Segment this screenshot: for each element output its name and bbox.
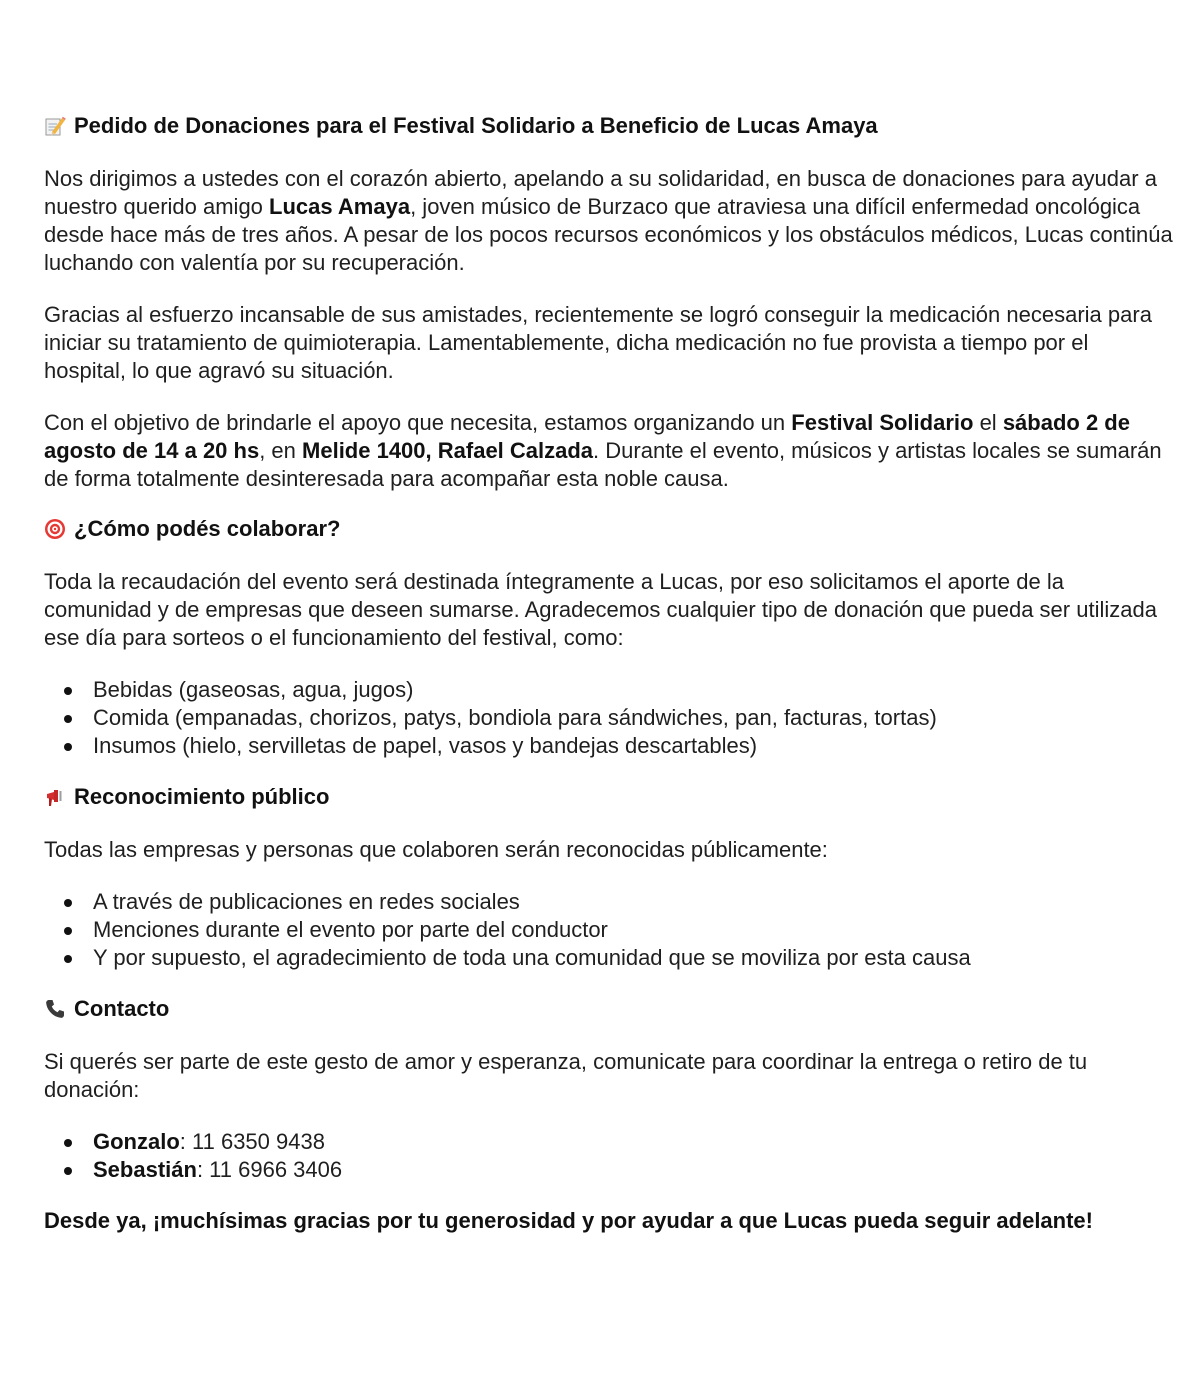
festival-date: sábado 2 de agosto de 14 a 20 hs bbox=[44, 410, 1130, 463]
contact-item bbox=[44, 1128, 1174, 1156]
contact-heading-text: Contacto bbox=[74, 996, 170, 1021]
festival-paragraph: Con el objetivo de brindarle el apoyo que necesita, estamos organizando un Festival Solidario el sábado 2 de agosto de 14 a 20 hs, en Melide 1400, Rafael Calzada. Durante el evento, músicos y artistas locales se sumarán de forma totalmente desinteresada para acompañar esta noble causa. bbox=[44, 410, 1162, 491]
memo-icon bbox=[44, 115, 66, 137]
document-title bbox=[44, 112, 1174, 140]
contact-name: Sebastián bbox=[93, 1157, 197, 1182]
contact-name: Gonzalo bbox=[93, 1129, 180, 1154]
collaborate-paragraph: Toda la recaudación del evento será destinada íntegramente a Lucas, por eso solicitamos el aporte de la comunidad y de empresas que deseen sumarse. Agradecemos cualquier tipo de donación que pueda ser utilizada ese día para sorteos o el funcionamiento del festival, como: bbox=[44, 569, 1157, 650]
contact-item bbox=[44, 1156, 1174, 1184]
beneficiary-name: Lucas Amaya bbox=[269, 194, 411, 219]
recognition-heading bbox=[44, 783, 1174, 811]
recognition-heading-text: Reconocimiento público bbox=[74, 784, 330, 809]
collaborate-heading-text: ¿Cómo podés colaborar? bbox=[74, 516, 341, 541]
medication-paragraph: Gracias al esfuerzo incansable de sus amistades, recientemente se logró conseguir la medicación necesaria para iniciar su tratamiento de quimioterapia. Lamentablemente, dicha medicación no fue provista a tiempo por el hospital, lo que agravó su situación. bbox=[44, 302, 1152, 383]
contact-paragraph: Si querés ser parte de este gesto de amor y esperanza, comunicate para coordinar la entrega o retiro de tu donación: bbox=[44, 1049, 1088, 1102]
document bbox=[44, 112, 1174, 1259]
recognition-paragraph: Todas las empresas y personas que colaboren serán reconocidas públicamente: bbox=[44, 837, 828, 862]
phone-icon bbox=[44, 998, 66, 1020]
list-item: Insumos (hielo, servilletas de papel, vasos y bandejas descartables) bbox=[44, 732, 1174, 760]
document-title-text: Pedido de Donaciones para el Festival Solidario a Beneficio de Lucas Amaya bbox=[74, 113, 878, 138]
contact-phone: : 11 6966 3406 bbox=[196, 1157, 343, 1182]
collaborate-heading bbox=[44, 515, 1174, 543]
closing-message: Desde ya, ¡muchísimas gracias por tu generosidad y por ayudar a que Lucas pueda seguir adelante! bbox=[44, 1208, 1093, 1233]
recognition-list bbox=[44, 888, 1174, 972]
contact-phone: : 11 6350 9438 bbox=[179, 1129, 325, 1154]
contact-heading bbox=[44, 995, 1174, 1023]
festival-location: Melide 1400, Rafael Calzada bbox=[302, 438, 594, 463]
intro-paragraph: Nos dirigimos a ustedes con el corazón abierto, apelando a su solidaridad, en busca de donaciones para ayudar a nuestro querido amigo Lucas Amaya, joven músico de Burzaco que atraviesa una difícil enfermedad oncológica desde hace más de tres años. A pesar de los pocos recursos económicos y los obstáculos médicos, Lucas continúa luchando con valentía por su recuperación. bbox=[44, 166, 1173, 275]
list-item: Comida (empanadas, chorizos, patys, bondiola para sándwiches, pan, facturas, tortas) bbox=[44, 704, 1174, 732]
festival-name: Festival Solidario bbox=[791, 410, 974, 435]
target-icon bbox=[44, 518, 66, 540]
list-item: Y por supuesto, el agradecimiento de toda una comunidad que se moviliza por esta causa bbox=[44, 944, 1174, 972]
list-item: A través de publicaciones en redes sociales bbox=[44, 888, 1174, 916]
list-item: Menciones durante el evento por parte del conductor bbox=[44, 916, 1174, 944]
donation-list bbox=[44, 676, 1174, 760]
megaphone-icon bbox=[44, 786, 66, 808]
contact-list bbox=[44, 1128, 1174, 1184]
list-item: Bebidas (gaseosas, agua, jugos) bbox=[44, 676, 1174, 704]
